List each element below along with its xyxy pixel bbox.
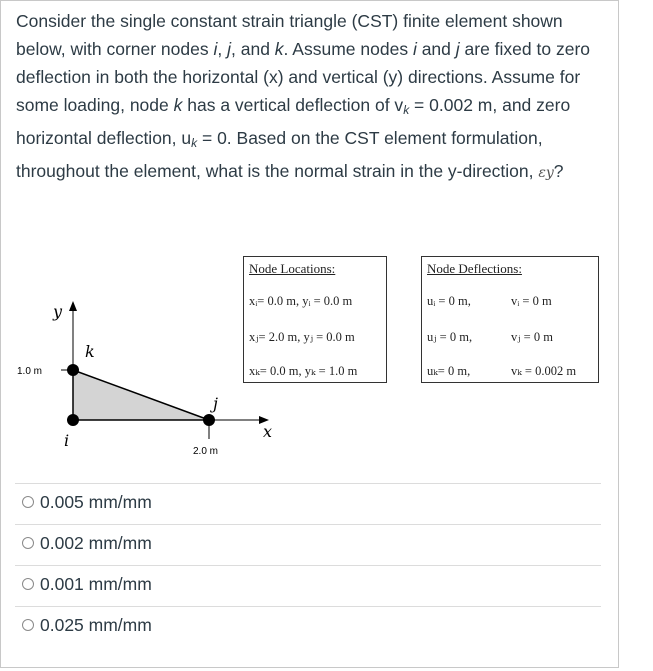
answer-label[interactable]: 0.005 mm/mm — [40, 492, 152, 512]
node-locations-title: Node Locations: — [249, 261, 336, 276]
radio-button[interactable] — [22, 619, 34, 631]
node-i — [67, 414, 79, 426]
epsilon-y-symbol: εy — [538, 165, 554, 181]
node-k — [67, 364, 79, 376]
deflection-v-i: vᵢ = 0 m — [511, 294, 552, 308]
deflection-v-k: vₖ = 0.002 m — [511, 364, 577, 378]
answer-label[interactable]: 0.002 mm/mm — [40, 533, 152, 553]
radio-button[interactable] — [22, 537, 34, 549]
cst-triangle — [73, 370, 209, 420]
node-j — [203, 414, 215, 426]
deflection-v-j: vⱼ = 0 m — [511, 330, 553, 344]
y-tick-label: 1.0 m — [17, 366, 43, 377]
node-location-k: xₖ= 0.0 m, yₖ = 1.0 m — [249, 364, 358, 378]
answer-option[interactable] — [15, 524, 601, 566]
deflection-u-j: uⱼ = 0 m, — [427, 330, 473, 344]
answer-option[interactable] — [15, 483, 601, 525]
node-deflections-box — [421, 256, 599, 383]
deflection-u-k: uₖ= 0 m, — [427, 364, 471, 378]
answer-label[interactable]: 0.001 mm/mm — [40, 574, 152, 594]
node-j-label: j — [213, 394, 218, 413]
node-i-label: i — [64, 431, 70, 450]
x-axis-label: x — [263, 422, 273, 441]
x-tick-label: 2.0 m — [193, 446, 219, 457]
node-location-i: xᵢ= 0.0 m, yᵢ = 0.0 m — [249, 294, 353, 308]
node-deflections-title: Node Deflections: — [427, 261, 522, 276]
answer-option[interactable] — [15, 606, 601, 648]
question-text: Consider the single constant strain triangle (CST) finite element shown below, with corner nodes i, j, and k. Assume nodes i and j are fixed to zero deflection in both the horizontal (x) and vertical (y) directions. Assume for some loading, node k has a vertical deflection of $v_k = 0.002$ m, and zero horizontal deflection, $u_k = 0$. Based on the CST element formulation, throughout the element, what is the normal strain in the y-direction, εy? — [16, 11, 591, 181]
node-locations-box — [243, 256, 387, 383]
node-location-j: xⱼ= 2.0 m, yⱼ = 0.0 m — [249, 330, 355, 344]
answer-option[interactable] — [15, 565, 601, 607]
deflection-u-i: uᵢ = 0 m, — [427, 294, 471, 308]
radio-button[interactable] — [22, 496, 34, 508]
answer-label[interactable]: 0.025 mm/mm — [40, 615, 152, 635]
y-axis-label: y — [53, 302, 63, 321]
radio-button[interactable] — [22, 578, 34, 590]
node-k-label: k — [85, 342, 95, 361]
y-axis-arrowhead — [69, 301, 77, 311]
